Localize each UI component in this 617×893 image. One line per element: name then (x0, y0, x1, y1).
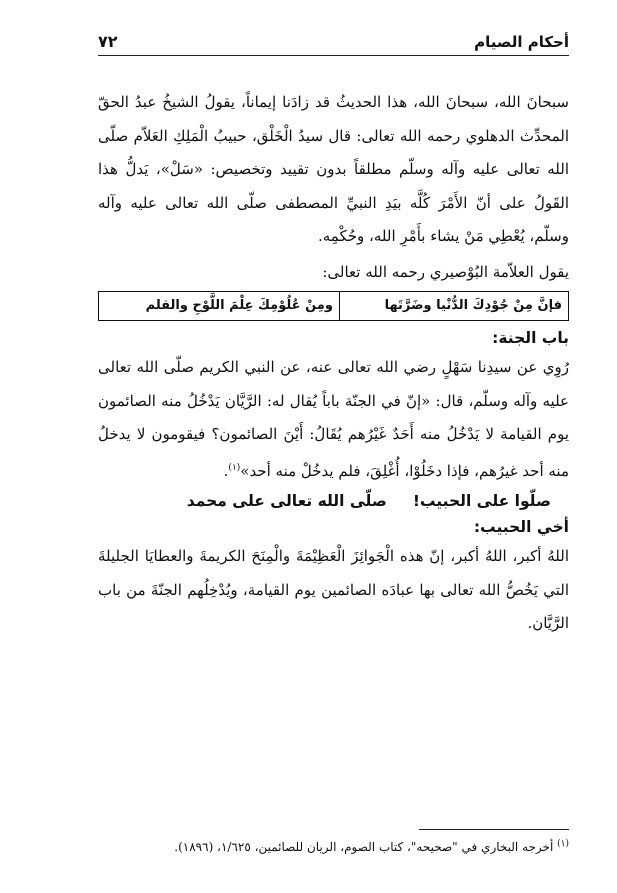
verse-first-hemistich: فإنَّ مِنْ جُوْدِكَ الدُّنْيا وضَرَّتَها (339, 292, 568, 321)
hadith-text: رُوِي عن سيدِنا سَهْلٍ رضي الله تعالى عنه، عن النبي الكريم صلّى الله تعالى عليه وآله وسلّم، قال: «إنّ في الجنّة باباً يُقال له: الرَّيَّان يَدْخُلُ منه الصائمون يوم القيامة لا يَدْخُلُ منه أَحَدٌ غَيْرُهم يُقَالُ: أَيْنَ الصائمون؟ فيقومون لا يدخلُ منه أحد غيرُهم، فإذا دخَلُوْا، أُغْلِقَ، فلم يدخُلْ منه أحد» (98, 358, 569, 480)
poem-verse-box (98, 291, 569, 321)
page-number: ٧٢ (98, 32, 118, 51)
paragraph-subhan: سبحانَ الله، سبحانَ الله، هذا الحديثُ قد زادَنا إيماناً، يقولُ الشيخُ عبدُ الحقّ المحدِّث الدهلوي رحمه الله تعالى: قال سيدُ الْخَلْق، حبيبُ الْمَلِكِ العَلاّم صلّى الله تعالى عليه وآله وسلّم مطلقاً بدون تقييد وتخصيص: «سَلْ»، يَدلُّ هذا القَولُ على أنّ الأَمْرَ كُلَّه بيَدِ النبيِّ المصطفى صلّى الله تعالى عليه وآله وسلّم، يُعْطِي مَنْ يشاء بأَمْرِ الله، وحُكْمِه. (98, 93, 569, 245)
hadith-end-punct: . (223, 461, 229, 480)
heading-akhi-al-habib: أخي الحبيب: (473, 518, 569, 536)
salutation-line (98, 488, 569, 514)
verse-second-hemistich: ومِنْ عُلُوْمِكَ عِلْمَ اللَّوْحِ والقلم (99, 292, 340, 321)
footnote-text: أخرجه البخاري في "صحيحه"، كتاب الصوم، الريان للصائمين، ١/٦٢٥، (١٨٩٦). (174, 840, 554, 854)
footnote-marker: (١) (557, 839, 569, 849)
section-heading-bab-al-janna: باب الجنة: (492, 329, 569, 347)
body-text (98, 86, 569, 641)
running-title: أحكام الصيام (474, 33, 569, 51)
paragraph-hadith (98, 351, 569, 488)
salutation-response: صلّى الله تعالى على محمد (186, 492, 387, 510)
salutation-call: صلّوا على الحبيب! (412, 492, 551, 510)
page-header (98, 24, 569, 56)
footnote (98, 835, 569, 856)
footnote-reference[interactable]: (١) (228, 462, 241, 473)
footnote-divider (419, 829, 569, 830)
paragraph-allahu-akbar: اللهُ أكبر، اللهُ أكبر، إنّ هذه الْجَوائِزَ الْعَظِيْمَةَ والْمِنَحَ الكريمةَ والعطايَا الجليلةَ التي يَخُصُّ الله تعالى بها عبادَه الصائمين يوم القيامة، ويُدْخِلُهم الجنّةَ من باب الرَّيَّان. (98, 547, 569, 632)
verse-intro: يقول العلاّمة البُوْصيري رحمه الله تعالى: (322, 262, 569, 281)
